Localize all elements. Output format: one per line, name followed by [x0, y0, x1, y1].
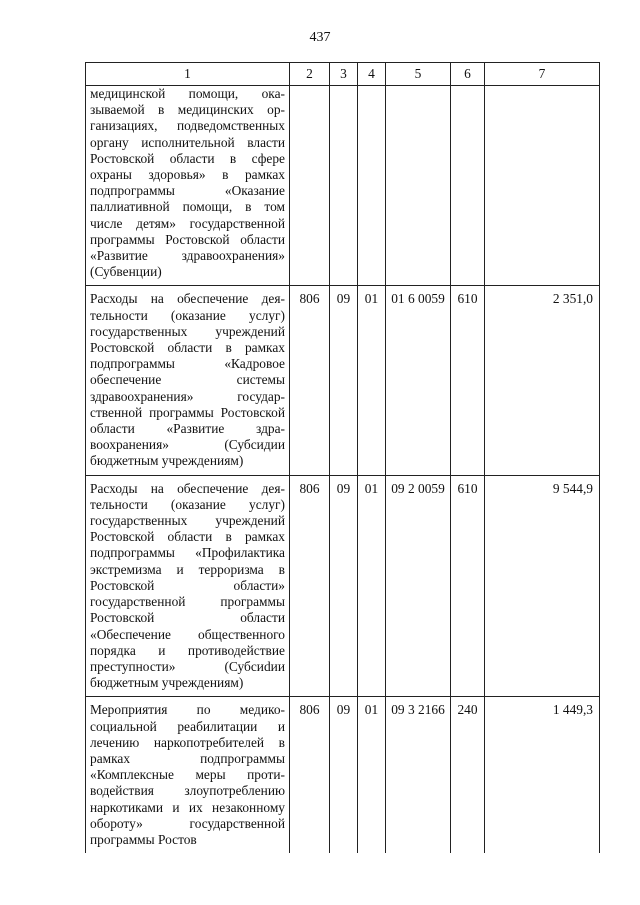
row-expense-type [451, 86, 485, 286]
header-col-7: 7 [485, 63, 600, 86]
row-description: Мероприятия по медико-социальной реабилитации и лечению наркопотребителей в рамках подпрограммы «Комплексные меры противодействия злоупотреблению наркотиками и их незаконному обороту» государственной программы Ростов [86, 697, 290, 853]
row-amount: 1 449,3 [485, 697, 600, 853]
table-row [86, 286, 600, 475]
row-expense-type: 240 [451, 697, 485, 853]
row-target-code: 09 3 2166 [386, 697, 451, 853]
row-target-code: 09 2 0059 [386, 475, 451, 697]
row-description: медицинской помощи, оказываемой в медицинских организациях, подведомственных органу исполнительной власти Ростовской области в сфере охраны здоровья» в рамках подпрограммы «Оказание паллиативной помощи, в том числе детям» государственной программы Ростовской области «Развитие здравоохранения» (Субвенции) [86, 86, 290, 286]
row-section: 09 [330, 475, 358, 697]
row-amount [485, 86, 600, 286]
table-row [86, 697, 600, 853]
row-amount: 2 351,0 [485, 286, 600, 475]
row-description: Расходы на обеспечение деятельности (оказание услуг) государственных учреждений Ростовской области в рамках подпрограммы «Кадровое обеспечение системы здравоохранения» государственной программы Ростовской области «Развитие здравоохранения» (Субсидии бюджетным учреждениям) [86, 286, 290, 475]
row-grbs: 806 [290, 475, 330, 697]
row-section: 09 [330, 697, 358, 853]
table-row [86, 86, 600, 286]
row-expense-type: 610 [451, 286, 485, 475]
header-col-5: 5 [386, 63, 451, 86]
header-col-2: 2 [290, 63, 330, 86]
row-subsection: 01 [358, 697, 386, 853]
table-row [86, 475, 600, 697]
row-subsection [358, 86, 386, 286]
table-header-row [86, 63, 600, 86]
row-expense-type: 610 [451, 475, 485, 697]
row-description: Расходы на обеспечение деятельности (оказание услуг) государственных учреждений Ростовской области в рамках подпрограммы «Профилактика экстремизма и терроризма в Ростовской области» государственной программы Ростовской области «Обеспечение общественного порядка и противодействие преступности» (Субсиdии бюджетным учреждениям) [86, 475, 290, 697]
row-section: 09 [330, 286, 358, 475]
page-number: 437 [309, 30, 331, 45]
header-col-6: 6 [451, 63, 485, 86]
budget-table [85, 62, 600, 853]
row-amount: 9 544,9 [485, 475, 600, 697]
row-section [330, 86, 358, 286]
row-grbs: 806 [290, 286, 330, 475]
row-grbs: 806 [290, 697, 330, 853]
row-target-code [386, 86, 451, 286]
row-subsection: 01 [358, 475, 386, 697]
row-grbs [290, 86, 330, 286]
row-subsection: 01 [358, 286, 386, 475]
header-col-4: 4 [358, 63, 386, 86]
header-col-1: 1 [86, 63, 290, 86]
row-target-code: 01 6 0059 [386, 286, 451, 475]
header-col-3: 3 [330, 63, 358, 86]
